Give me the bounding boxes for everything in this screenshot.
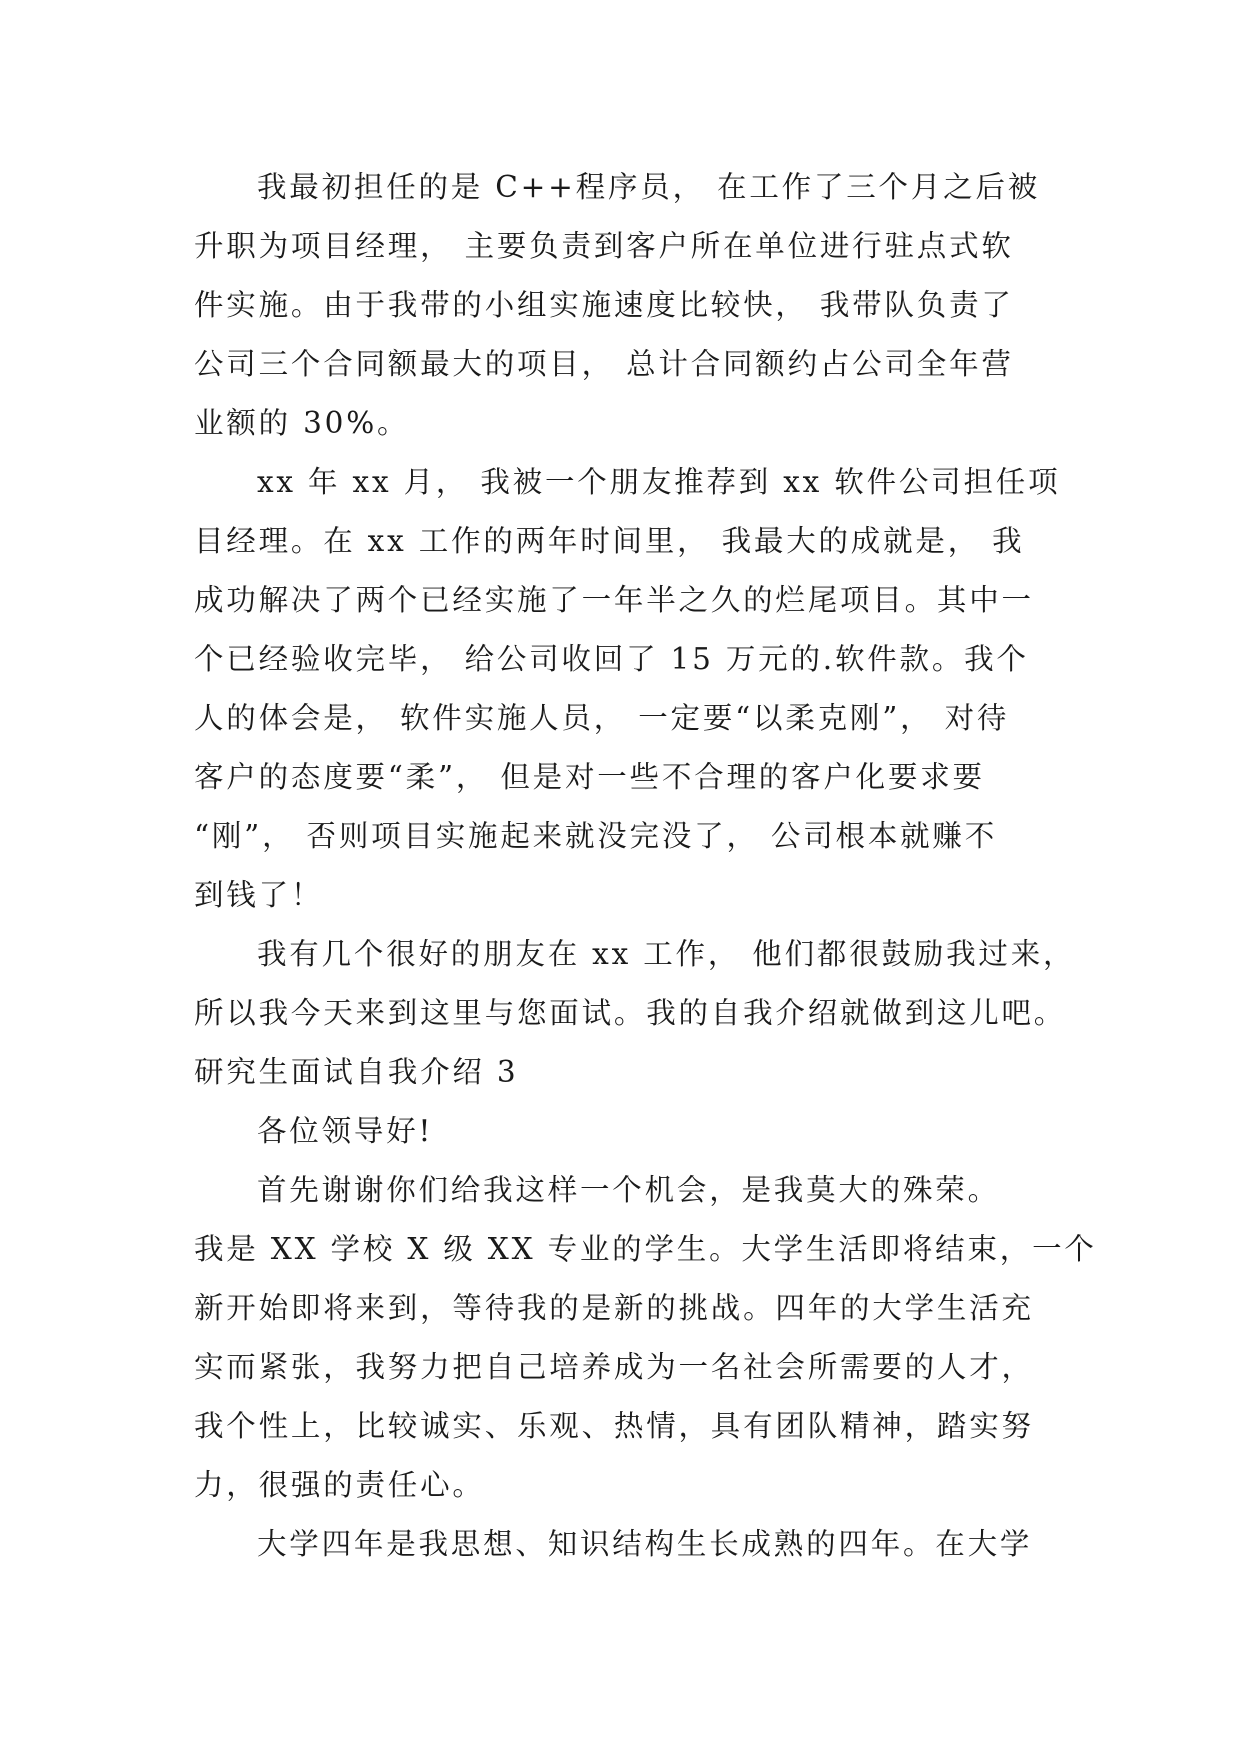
text-line: 业额的 30%。 <box>194 406 410 440</box>
text-line: 首先谢谢你们给我这样一个机会，是我莫大的殊荣。 <box>257 1173 1000 1207</box>
text-line: 我个性上，比较诚实、乐观、热情，具有团队精神，踏实努 <box>194 1409 1034 1443</box>
text-line: “刚”， 否则项目实施起来就没完没了， 公司根本就赚不 <box>194 819 998 853</box>
document-body <box>194 158 1097 1574</box>
text-line: 新开始即将来到，等待我的是新的挑战。四年的大学生活充 <box>194 1291 1034 1325</box>
salutation: 各位领导好! <box>257 1114 434 1148</box>
text-line: 件实施。由于我带的小组实施速度比较快， 我带队负责了 <box>194 288 1014 322</box>
text-line: 客户的态度要“柔”， 但是对一些不合理的客户化要求要 <box>194 760 985 794</box>
text-line: 个已经验收完毕， 给公司收回了 15 万元的.软件款。我个 <box>194 642 1029 676</box>
section-heading: 研究生面试自我介绍 3 <box>194 1055 519 1089</box>
text-line: 目经理。在 xx 工作的两年时间里， 我最大的成就是， 我 <box>194 524 1025 558</box>
text-line: 人的体会是， 软件实施人员， 一定要“以柔克刚”， 对待 <box>194 701 1010 735</box>
text-line: 我是 XX 学校 X 级 XX 专业的学生。大学生活即将结束，一个 <box>194 1232 1097 1266</box>
text-line: 我有几个很好的朋友在 xx 工作， 他们都很鼓励我过来， <box>257 937 1076 971</box>
text-line: 所以我今天来到这里与您面试。我的自我介绍就做到这儿吧。 <box>194 996 1067 1030</box>
text-line: 大学四年是我思想、知识结构生长成熟的四年。在大学 <box>257 1527 1033 1561</box>
text-line: 升职为项目经理， 主要负责到客户所在单位进行驻点式软 <box>194 229 1014 263</box>
text-line: 实而紧张，我努力把自己培养成为一名社会所需要的人才， <box>194 1350 1034 1384</box>
text-line: xx 年 xx 月， 我被一个朋友推荐到 xx 软件公司担任项 <box>257 465 1061 499</box>
text-line: 我最初担任的是 C++程序员， 在工作了三个月之后被 <box>257 170 1041 204</box>
text-line: 公司三个合同额最大的项目， 总计合同额约占公司全年营 <box>194 347 1014 381</box>
text-line: 力，很强的责任心。 <box>194 1468 485 1502</box>
text-line: 到钱了！ <box>194 878 324 912</box>
text-line: 成功解决了两个已经实施了一年半之久的烂尾项目。其中一 <box>194 583 1034 617</box>
